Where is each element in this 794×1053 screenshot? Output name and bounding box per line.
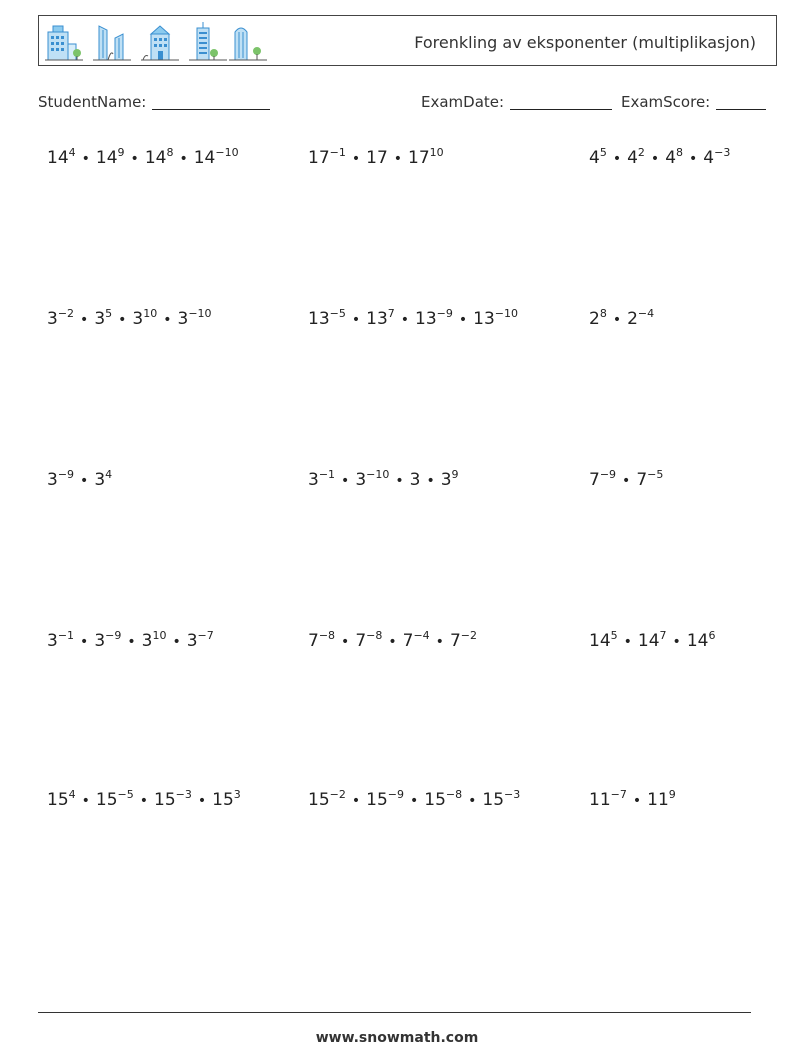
building-icon xyxy=(93,20,131,64)
power-exponent: −7 xyxy=(197,629,214,642)
multiply-dot: • xyxy=(351,312,361,328)
power-base: 14 xyxy=(589,631,611,651)
power-exponent: 3 xyxy=(233,788,241,801)
power-term xyxy=(366,148,388,168)
power-exponent: −9 xyxy=(387,788,404,801)
power-term xyxy=(415,309,453,329)
multiply-dot: • xyxy=(130,151,139,167)
student-name-line[interactable] xyxy=(152,95,270,110)
power-exponent: −3 xyxy=(175,788,192,801)
building-icon xyxy=(45,20,83,64)
multiply-dot: • xyxy=(80,312,89,328)
power-base: 14 xyxy=(95,148,118,168)
power-term xyxy=(366,309,395,329)
exam-date-label: ExamDate: xyxy=(421,93,505,111)
power-base: 7 xyxy=(636,470,648,490)
power-term xyxy=(132,309,157,329)
power-term xyxy=(410,470,421,490)
power-exponent: 7 xyxy=(659,629,667,642)
problem-expression xyxy=(589,631,715,651)
power-term xyxy=(589,790,627,810)
power-base: 17 xyxy=(408,148,430,168)
multiply-dot: • xyxy=(622,473,631,489)
power-exponent: −1 xyxy=(57,629,75,642)
multiply-dot: • xyxy=(81,793,90,809)
power-term xyxy=(473,309,518,329)
power-exponent: −9 xyxy=(599,468,617,481)
power-exponent: −9 xyxy=(105,629,122,642)
power-term xyxy=(308,470,335,490)
building-icon xyxy=(189,20,227,64)
power-exponent: −2 xyxy=(329,788,346,801)
power-base: 3 xyxy=(94,309,106,329)
building-icon xyxy=(141,20,179,64)
power-base: 15 xyxy=(154,790,176,810)
power-term xyxy=(408,148,444,168)
power-term xyxy=(47,790,76,810)
multiply-dot: • xyxy=(81,151,90,167)
power-base: 14 xyxy=(47,148,69,168)
power-term xyxy=(636,470,663,490)
multiply-dot: • xyxy=(179,151,188,167)
power-term xyxy=(647,790,676,810)
power-term xyxy=(47,470,74,490)
power-base: 17 xyxy=(308,148,330,168)
power-exponent: 6 xyxy=(708,629,716,642)
power-base: 3 xyxy=(47,470,58,490)
power-base: 3 xyxy=(186,631,198,651)
power-term xyxy=(308,309,346,329)
power-base: 14 xyxy=(686,631,709,651)
power-base: 13 xyxy=(415,309,437,329)
power-exponent: −8 xyxy=(445,788,463,801)
power-term xyxy=(308,631,335,651)
power-exponent: −1 xyxy=(318,468,336,481)
power-term xyxy=(589,148,607,168)
problem-expression xyxy=(589,470,663,490)
multiply-dot: • xyxy=(435,634,444,650)
power-term xyxy=(589,631,618,651)
power-base: 15 xyxy=(308,790,330,810)
power-exponent: 5 xyxy=(105,307,113,320)
power-base: 15 xyxy=(212,790,234,810)
power-term xyxy=(154,790,192,810)
power-term xyxy=(96,790,134,810)
power-base: 2 xyxy=(589,309,600,329)
multiply-dot: • xyxy=(400,312,410,328)
power-base: 3 xyxy=(47,309,58,329)
header-box xyxy=(38,15,777,66)
power-exponent: −8 xyxy=(366,629,383,642)
power-term xyxy=(94,631,121,651)
power-exponent: −10 xyxy=(215,146,239,159)
power-exponent: −10 xyxy=(366,468,390,481)
student-name-field[interactable] xyxy=(38,93,270,111)
power-exponent: 10 xyxy=(152,629,167,642)
power-base: 3 xyxy=(94,631,106,651)
power-base: 14 xyxy=(193,148,216,168)
power-base: 3 xyxy=(308,470,319,490)
building-icon xyxy=(229,20,267,64)
power-term xyxy=(187,631,214,651)
multiply-dot: • xyxy=(689,151,698,167)
power-term xyxy=(212,790,241,810)
problem-expression xyxy=(308,309,518,329)
power-base: 7 xyxy=(589,470,600,490)
power-base: 13 xyxy=(366,309,388,329)
multiply-dot: • xyxy=(341,634,350,650)
power-base: 7 xyxy=(449,631,461,651)
power-term xyxy=(687,631,716,651)
power-exponent: −8 xyxy=(318,629,336,642)
multiply-dot: • xyxy=(458,312,468,328)
power-term xyxy=(47,309,74,329)
power-exponent: 9 xyxy=(451,468,459,481)
power-base: 2 xyxy=(627,309,638,329)
power-term xyxy=(441,470,459,490)
power-term xyxy=(450,631,477,651)
power-exponent: 4 xyxy=(68,788,76,801)
power-base: 3 xyxy=(177,309,189,329)
power-base: 11 xyxy=(647,790,669,810)
power-base: 13 xyxy=(308,309,330,329)
problem-expression xyxy=(47,790,241,810)
multiply-dot: • xyxy=(172,634,181,650)
footer-rule xyxy=(38,1012,751,1013)
power-term xyxy=(424,790,462,810)
power-exponent: 8 xyxy=(166,146,174,159)
multiply-dot: • xyxy=(80,634,89,650)
power-exponent: 2 xyxy=(637,146,645,159)
problem-expression xyxy=(589,790,676,810)
power-exponent: −4 xyxy=(637,307,655,320)
power-term xyxy=(627,309,654,329)
multiply-dot: • xyxy=(341,473,350,489)
multiply-dot: • xyxy=(393,151,403,167)
exam-score-label: ExamScore: xyxy=(621,93,711,111)
student-name-label: StudentName: xyxy=(38,93,147,111)
multiply-dot: • xyxy=(197,793,207,809)
power-term xyxy=(94,309,112,329)
exam-date-line[interactable] xyxy=(510,95,612,110)
multiply-dot: • xyxy=(163,312,172,328)
power-base: 15 xyxy=(366,790,388,810)
power-base: 14 xyxy=(637,631,660,651)
multiply-dot: • xyxy=(623,634,632,650)
problem-expression xyxy=(589,148,730,168)
multiply-dot: • xyxy=(395,473,404,489)
multiply-dot: • xyxy=(80,473,89,489)
power-term xyxy=(145,148,174,168)
power-base: 7 xyxy=(308,631,319,651)
power-term xyxy=(703,148,730,168)
power-term xyxy=(355,470,389,490)
multiply-dot: • xyxy=(612,312,622,328)
power-base: 3 xyxy=(141,631,153,651)
power-term xyxy=(403,631,430,651)
power-exponent: −5 xyxy=(647,468,664,481)
power-base: 3 xyxy=(355,470,367,490)
power-exponent: −3 xyxy=(504,788,521,801)
power-base: 3 xyxy=(47,631,58,651)
power-base: 15 xyxy=(424,790,446,810)
power-exponent: 8 xyxy=(599,307,607,320)
multiply-dot: • xyxy=(351,793,361,809)
power-exponent: 5 xyxy=(599,146,607,159)
power-exponent: −1 xyxy=(329,146,346,159)
multiply-dot: • xyxy=(127,634,136,650)
multiply-dot: • xyxy=(118,312,127,328)
problem-expression xyxy=(47,631,214,651)
exam-score-field[interactable] xyxy=(621,93,766,111)
power-exponent: −5 xyxy=(329,307,346,320)
power-term xyxy=(178,309,212,329)
power-exponent: 4 xyxy=(105,468,113,481)
power-exponent: −10 xyxy=(494,307,519,320)
multiply-dot: • xyxy=(650,151,660,167)
problem-expression xyxy=(308,470,459,490)
power-exponent: 8 xyxy=(676,146,684,159)
worksheet-title: Forenkling av eksponenter (multiplikasjon) xyxy=(414,33,756,52)
power-term xyxy=(308,148,346,168)
power-base: 17 xyxy=(366,148,388,168)
problem-expression xyxy=(47,309,212,329)
problem-expression xyxy=(47,148,239,168)
problem-expression xyxy=(589,309,654,329)
power-base: 15 xyxy=(47,790,69,810)
power-base: 3 xyxy=(132,309,144,329)
exam-date-field[interactable] xyxy=(421,93,612,111)
power-term xyxy=(665,148,683,168)
power-exponent: −7 xyxy=(610,788,627,801)
power-exponent: −9 xyxy=(57,468,75,481)
power-exponent: 10 xyxy=(429,146,444,159)
power-term xyxy=(47,148,76,168)
power-term xyxy=(194,148,239,168)
footer-url: www.snowmath.com xyxy=(315,1030,479,1046)
power-term xyxy=(96,148,125,168)
power-exponent: 9 xyxy=(668,788,676,801)
power-term xyxy=(627,148,645,168)
power-exponent: 7 xyxy=(387,307,395,320)
power-exponent: −5 xyxy=(117,788,134,801)
power-exponent: 10 xyxy=(143,307,158,320)
power-base: 15 xyxy=(482,790,505,810)
power-exponent: −2 xyxy=(57,307,75,320)
power-base: 11 xyxy=(589,790,611,810)
power-base: 15 xyxy=(95,790,118,810)
exam-score-line[interactable] xyxy=(716,95,766,110)
multiply-dot: • xyxy=(468,793,477,809)
power-term xyxy=(308,790,346,810)
power-exponent: 9 xyxy=(117,146,125,159)
multiply-dot: • xyxy=(426,473,435,489)
power-term xyxy=(589,470,616,490)
power-base: 13 xyxy=(473,309,495,329)
power-base: 4 xyxy=(665,148,677,168)
power-base: 7 xyxy=(355,631,367,651)
power-term xyxy=(482,790,520,810)
power-exponent: 5 xyxy=(610,629,618,642)
power-base: 3 xyxy=(440,470,452,490)
power-exponent: −3 xyxy=(714,146,731,159)
power-base: 7 xyxy=(402,631,414,651)
multiply-dot: • xyxy=(612,151,622,167)
power-base: 14 xyxy=(144,148,167,168)
power-base: 4 xyxy=(589,148,600,168)
problem-expression xyxy=(308,790,520,810)
problem-expression xyxy=(47,470,112,490)
power-term xyxy=(94,470,112,490)
multiply-dot: • xyxy=(672,634,681,650)
power-base: 3 xyxy=(409,470,421,490)
power-base: 4 xyxy=(703,148,715,168)
power-term xyxy=(638,631,667,651)
multiply-dot: • xyxy=(139,793,149,809)
power-base: 4 xyxy=(627,148,638,168)
power-exponent: −9 xyxy=(436,307,453,320)
power-term xyxy=(47,631,74,651)
problem-expression xyxy=(308,148,444,168)
power-term xyxy=(589,309,607,329)
power-term xyxy=(142,631,167,651)
power-exponent: −4 xyxy=(413,629,430,642)
multiply-dot: • xyxy=(632,793,642,809)
power-base: 3 xyxy=(94,470,106,490)
multiply-dot: • xyxy=(409,793,419,809)
power-term xyxy=(355,631,382,651)
power-term xyxy=(366,790,404,810)
power-exponent: 4 xyxy=(68,146,76,159)
power-exponent: −10 xyxy=(188,307,212,320)
power-exponent: −2 xyxy=(460,629,477,642)
multiply-dot: • xyxy=(351,151,361,167)
multiply-dot: • xyxy=(388,634,397,650)
problem-expression xyxy=(308,631,477,651)
